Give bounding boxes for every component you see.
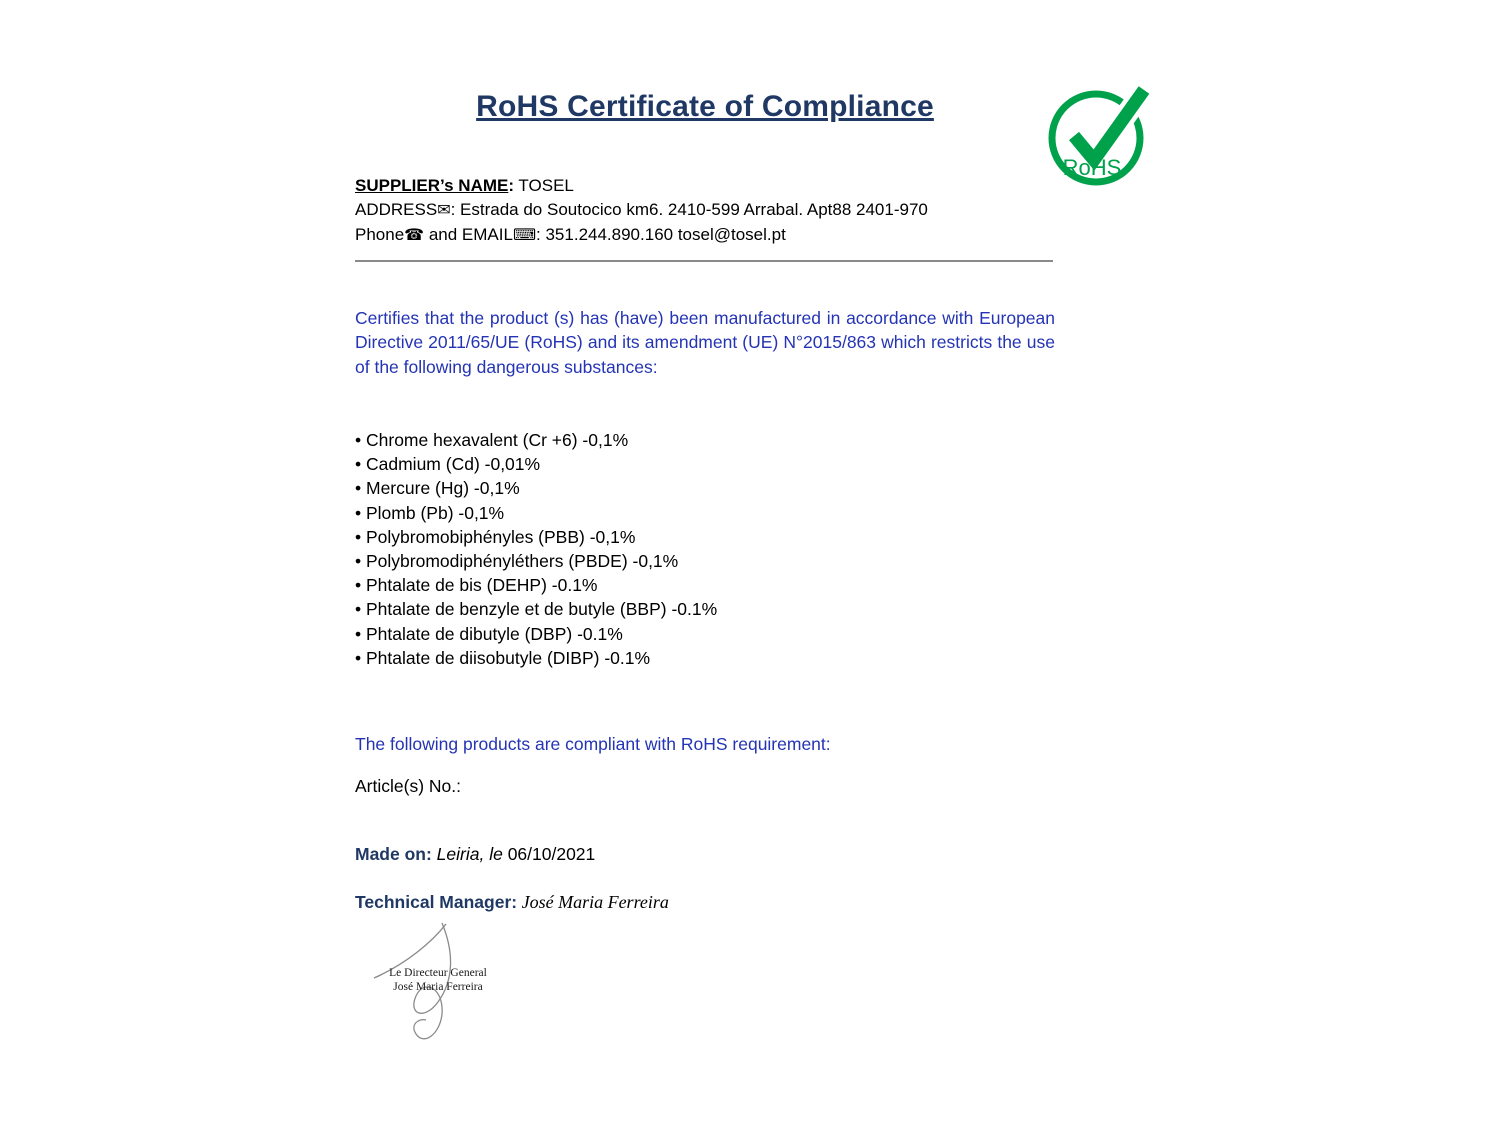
signature-line-1: Le Directeur General xyxy=(389,967,487,979)
page-title: RoHS Certificate of Compliance xyxy=(476,90,934,123)
supplier-block xyxy=(355,174,1075,248)
address-value: : Estrada do Soutocico km6. 2410-599 Arrabal. Apt88 2401-970 xyxy=(450,200,928,219)
phone-icon: ☎ xyxy=(404,227,425,244)
list-item: • Polybromodiphényléthers (PBDE) -0,1% xyxy=(355,549,1075,573)
phone-label: Phone xyxy=(355,225,405,244)
certification-statement: Certifies that the product (s) has (have) been manufactured in accordance with European Directive 2011/65/UE (RoHS) and its amendment (UE) N°2015/863 which restricts the use of the following dangerous substances: xyxy=(355,308,1055,377)
made-on-label: Made on: xyxy=(355,844,432,864)
email-label: and EMAIL xyxy=(424,225,513,244)
article-number-line: Article(s) No.: xyxy=(355,776,461,796)
made-on-date: 06/10/2021 xyxy=(502,844,596,864)
supplier-name-line xyxy=(355,174,1075,198)
list-item: • Plomb (Pb) -0,1% xyxy=(355,501,1075,525)
list-item: • Phtalate de dibutyle (DBP) -0.1% xyxy=(355,622,1075,646)
signature-text xyxy=(358,966,518,994)
substances-list xyxy=(355,428,1075,670)
list-item: • Phtalate de benzyle et de butyle (BBP) -0.1% xyxy=(355,597,1075,621)
divider-line xyxy=(355,260,1053,262)
computer-icon: ⌨ xyxy=(512,227,537,244)
made-on-place: Leiria, le xyxy=(431,844,503,864)
list-item: • Cadmium (Cd) -0,01% xyxy=(355,452,1075,476)
supplier-name-colon: : xyxy=(508,176,515,195)
list-item: • Phtalate de diisobutyle (DIBP) -0.1% xyxy=(355,646,1075,670)
technical-manager-line xyxy=(355,892,1075,913)
technical-manager-name: José Maria Ferreira xyxy=(517,892,669,912)
signature-line-2: José Maria Ferreira xyxy=(393,981,483,993)
list-item: • Phtalate de bis (DEHP) -0.1% xyxy=(355,573,1075,597)
supplier-address-line xyxy=(355,198,1075,223)
list-item: • Chrome hexavalent (Cr +6) -0,1% xyxy=(355,428,1075,452)
compliance-statement: The following products are compliant with RoHS requirement: xyxy=(355,734,831,754)
list-item: • Mercure (Hg) -0,1% xyxy=(355,476,1075,500)
envelope-icon: ✉ xyxy=(437,202,451,219)
supplier-name-value: TOSEL xyxy=(514,176,574,195)
rohs-logo-label: RoHS xyxy=(1062,155,1122,180)
contact-value: : 351.244.890.160 tosel@tosel.pt xyxy=(536,225,786,244)
supplier-name-label: SUPPLIER’s NAME xyxy=(355,176,509,195)
made-on-line xyxy=(355,844,1075,865)
signature-block xyxy=(358,922,518,1052)
supplier-contact-line xyxy=(355,223,1075,248)
technical-manager-label: Technical Manager: xyxy=(355,892,518,912)
address-label: ADDRESS xyxy=(355,200,438,219)
list-item: • Polybromobiphényles (PBB) -0,1% xyxy=(355,525,1075,549)
